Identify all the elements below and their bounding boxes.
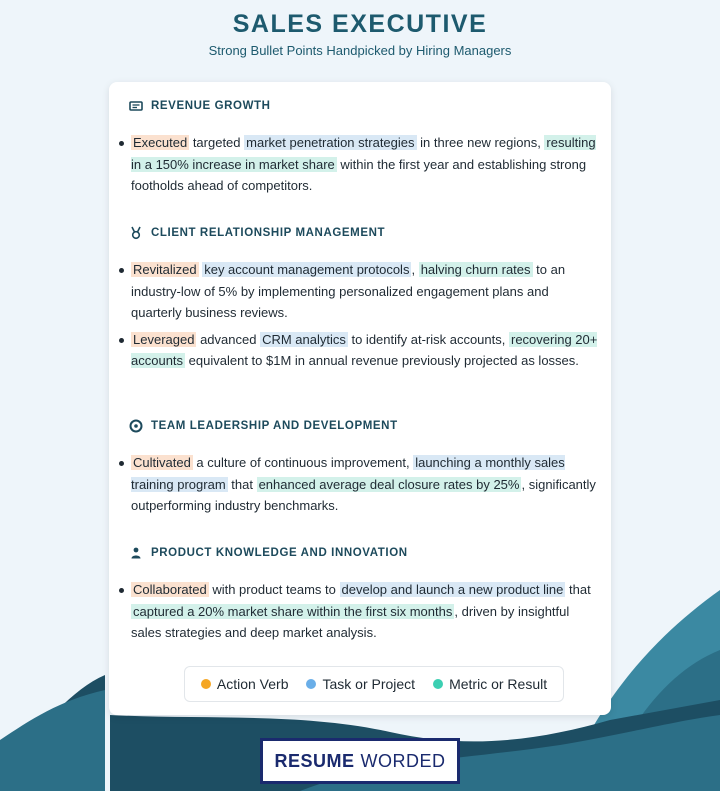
metric-highlight: enhanced average deal closure rates by 25%	[258, 476, 520, 492]
action-verb-highlight: Cultivated	[133, 455, 191, 470]
legend-task-project	[306, 676, 415, 692]
legend-task-label: Task or Project	[322, 676, 416, 692]
legend-action-verb	[201, 676, 289, 692]
bullet-text: to an industry-low of 5% by implementing personalized engagement plans and quarterly business reviews.	[131, 262, 566, 320]
action-verb-highlight: Revitalized	[133, 262, 197, 277]
bullet-dot-icon	[119, 268, 124, 273]
action-verb-highlight: Collaborated	[133, 582, 207, 597]
bullet-list	[131, 259, 601, 377]
bullets-section-1	[131, 259, 601, 372]
legend-metric-result	[433, 676, 547, 692]
bullet-text: equivalent to $1M in annual revenue previously projected as losses.	[185, 353, 579, 368]
section-product-knowledge	[129, 546, 408, 560]
task-highlight: market penetration strategies	[246, 135, 415, 150]
metric-highlight: recovering 20+ accounts	[131, 331, 598, 368]
action-dot-icon	[201, 679, 211, 689]
bullet-text: to identify at-risk accounts,	[347, 331, 509, 347]
bullet-item	[131, 452, 601, 517]
bullet-text: within the first year and establishing strong footholds ahead of competitors.	[131, 156, 587, 193]
bullet-text: ,	[411, 262, 419, 277]
bullet-item	[131, 329, 601, 372]
metric-dot-icon	[433, 679, 443, 689]
resume-worded-logo[interactable]	[260, 738, 460, 784]
task-highlight: key account management protocols	[204, 262, 410, 277]
section-revenue-growth	[129, 99, 271, 113]
person-icon	[129, 546, 143, 560]
task-highlight: launching a monthly sales training program	[131, 455, 565, 492]
section-team-leadership	[129, 419, 398, 433]
task-highlight: CRM analytics	[262, 331, 346, 347]
bullets-section-0	[131, 132, 601, 197]
logo-bold-text: RESUME	[274, 750, 355, 771]
bullets-section-3	[131, 579, 601, 644]
bullets-section-2	[131, 452, 601, 517]
bullet-text: , significantly outperforming industry benchmarks.	[131, 476, 596, 513]
medal-icon	[129, 226, 143, 240]
bullet-text: targeted	[189, 135, 245, 150]
page-subtitle: Strong Bullet Points Handpicked by Hiring Managers	[208, 43, 512, 58]
metric-highlight: captured a 20% market share within the first six months	[133, 603, 453, 619]
bullet-text: that	[565, 582, 591, 597]
task-highlight: develop and launch a new product line	[341, 582, 564, 597]
bullet-item	[131, 579, 601, 644]
page-header	[0, 10, 720, 58]
section-title-text: PRODUCT KNOWLEDGE AND INNOVATION	[151, 547, 408, 559]
bullet-text: that	[227, 476, 257, 492]
id-card-icon	[129, 99, 143, 113]
section-title-text: CLIENT RELATIONSHIP MANAGEMENT	[151, 227, 386, 239]
bullet-list	[131, 579, 601, 649]
bullet-dot-icon	[119, 588, 124, 593]
metric-highlight: resulting in a 150% increase in market share	[131, 135, 596, 172]
bullet-list	[131, 452, 601, 522]
bullet-text: a culture of continuous improvement,	[192, 455, 414, 470]
section-client-relationship	[129, 226, 385, 240]
bullet-list	[131, 132, 601, 202]
bullet-item	[131, 259, 601, 324]
section-title-text: TEAM LEADERSHIP AND DEVELOPMENT	[151, 420, 398, 432]
action-verb-highlight: Executed	[133, 135, 188, 150]
bullet-text: advanced	[196, 331, 261, 347]
bullet-dot-icon	[119, 141, 124, 146]
bullet-text: in three new regions,	[416, 135, 545, 150]
task-dot-icon	[306, 679, 316, 689]
legend-metric-label: Metric or Result	[449, 676, 548, 692]
bullet-text: , driven by insightful sales strategies and deep market analysis.	[131, 603, 570, 640]
highlight-legend	[184, 666, 564, 702]
logo-light-text: WORDED	[360, 750, 446, 771]
bullet-item	[131, 132, 601, 197]
wave-left-mid	[0, 690, 105, 791]
bullet-dot-icon	[119, 461, 124, 466]
page-title: SALES EXECUTIVE	[232, 10, 488, 38]
legend-action-label: Action Verb	[216, 676, 289, 692]
action-verb-highlight: Leveraged	[133, 331, 195, 347]
metric-highlight: halving churn rates	[420, 262, 531, 277]
resume-card	[109, 82, 611, 715]
bullet-dot-icon	[119, 338, 124, 343]
bullet-text: with product teams to	[208, 582, 340, 597]
target-icon	[129, 419, 143, 433]
section-title-text: REVENUE GROWTH	[151, 100, 271, 112]
